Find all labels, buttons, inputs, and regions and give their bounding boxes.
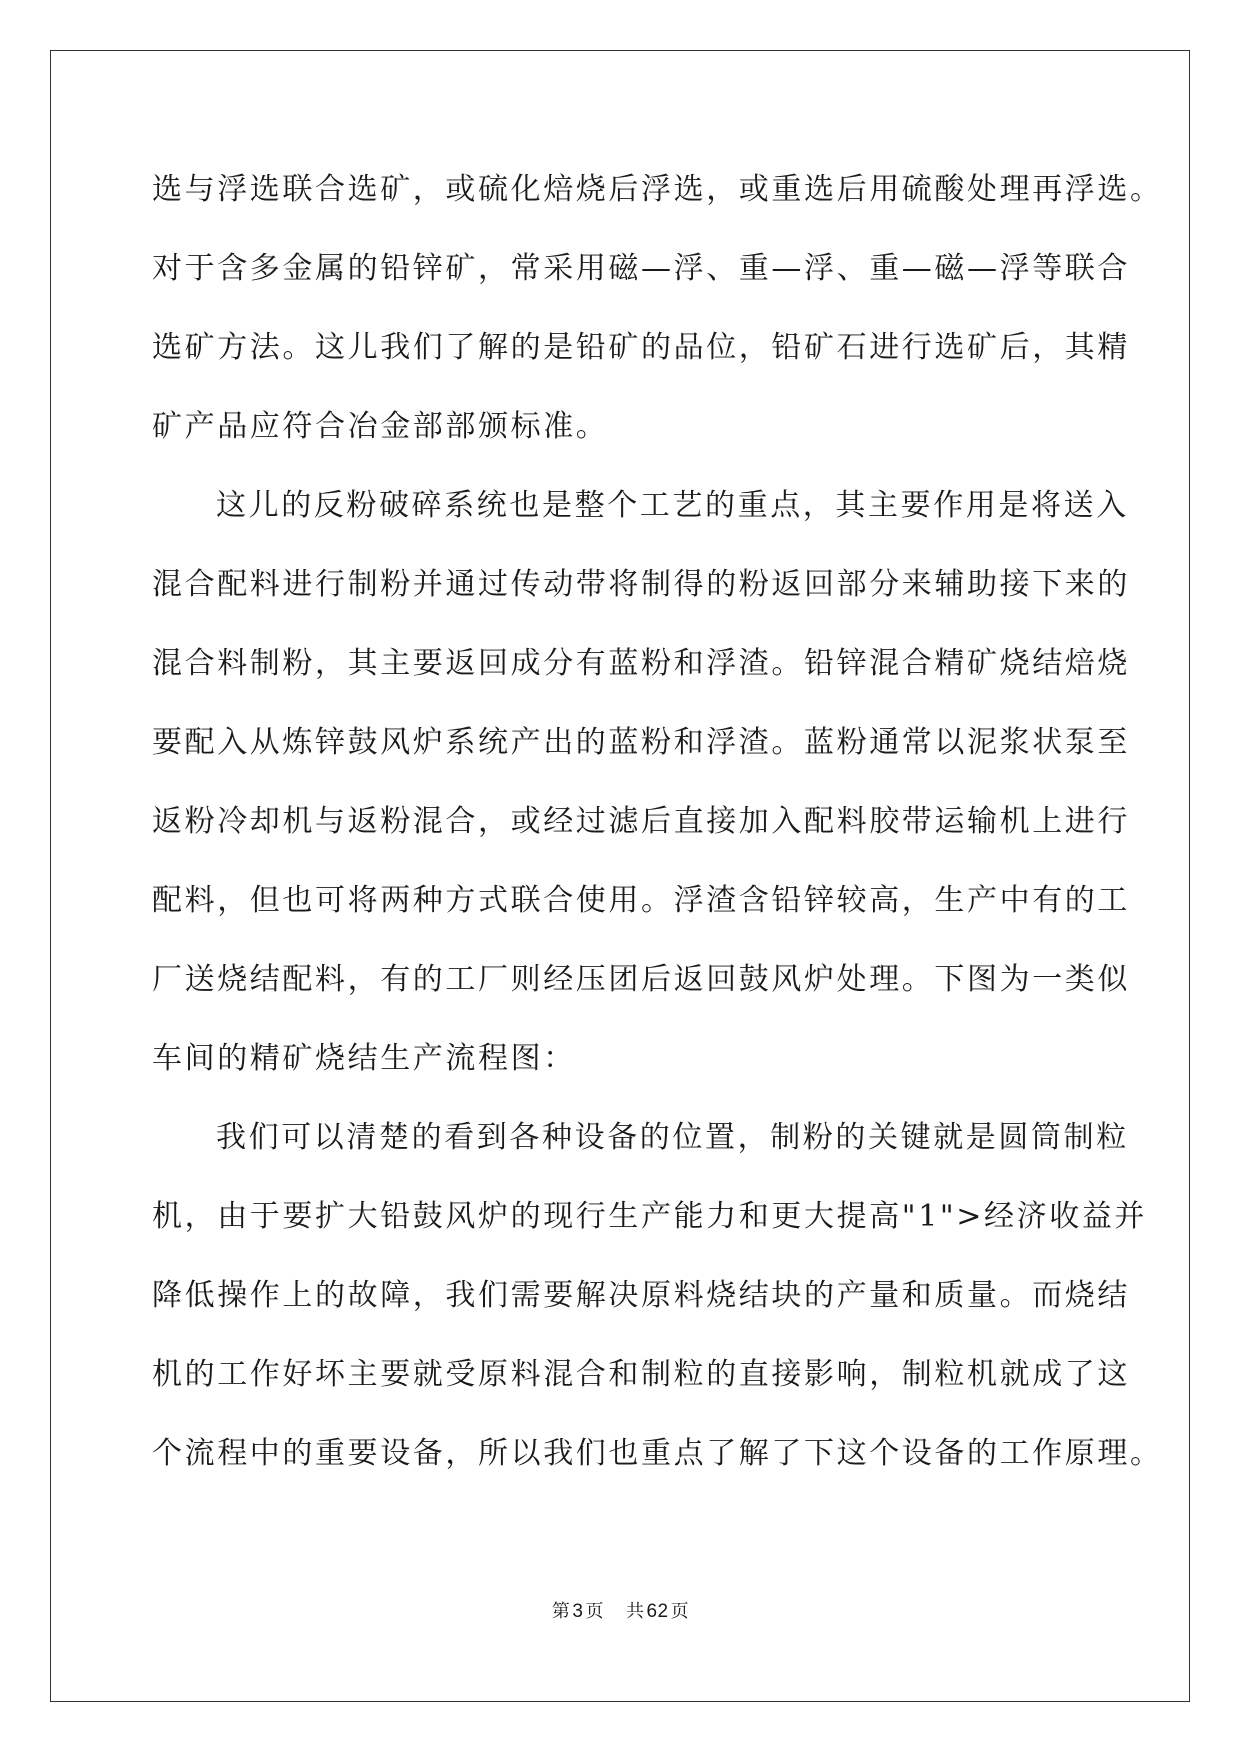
total-prefix: 共 xyxy=(625,1601,645,1622)
text-line: 要配入从炼锌鼓风炉系统产出的蓝粉和浮渣。蓝粉通常以泥浆状泵至 xyxy=(152,725,1130,760)
text-line: 混合配料进行制粉并通过传动带将制得的粉返回部分来辅助接下来的 xyxy=(152,567,1130,602)
text-line: 矿产品应符合冶金部部颁标准。 xyxy=(152,409,609,444)
page-footer xyxy=(0,1597,1241,1623)
text-line: 混合料制粉，其主要返回成分有蓝粉和浮渣。铅锌混合精矿烧结焙烧 xyxy=(152,646,1130,681)
text-line: 厂送烧结配料，有的工厂则经压团后返回鼓风炉处理。下图为一类似 xyxy=(152,962,1130,997)
text-line: 对于含多金属的铅锌矿，常采用磁—浮、重—浮、重—磁—浮等联合 xyxy=(152,251,1130,286)
text-line: 选与浮选联合选矿，或硫化焙烧后浮选，或重选后用硫酸处理再浮选。 xyxy=(152,172,1163,207)
text-line: 降低操作上的故障，我们需要解决原料烧结块的产量和质量。而烧结 xyxy=(152,1278,1130,1313)
page-prefix: 第 xyxy=(551,1601,571,1622)
text-line: 机，由于要扩大铅鼓风炉的现行生产能力和更大提高"1">经济收益并 xyxy=(152,1199,1148,1234)
page-suffix: 页 xyxy=(585,1601,604,1622)
text-line: 配料，但也可将两种方式联合使用。浮渣含铅锌较高，生产中有的工 xyxy=(152,883,1130,918)
text-line: 机的工作好坏主要就受原料混合和制粒的直接影响，制粒机就成了这 xyxy=(152,1357,1130,1392)
text-line: 返粉冷却机与返粉混合，或经过滤后直接加入配料胶带运输机上进行 xyxy=(152,804,1130,839)
paragraph-start-line: 我们可以清楚的看到各种设备的位置，制粉的关键就是圆筒制粒 xyxy=(216,1120,1129,1155)
page-number: 3 xyxy=(572,1601,584,1622)
total-suffix: 页 xyxy=(670,1601,690,1622)
text-line: 选矿方法。这儿我们了解的是铅矿的品位，铅矿石进行选矿后，其精 xyxy=(152,330,1130,365)
text-line: 个流程中的重要设备，所以我们也重点了解了下这个设备的工作原理。 xyxy=(152,1436,1163,1471)
text-line: 车间的精矿烧结生产流程图： xyxy=(152,1041,576,1076)
total-pages: 62 xyxy=(646,1601,669,1622)
paragraph-start-line: 这儿的反粉破碎系统也是整个工艺的重点，其主要作用是将送入 xyxy=(216,488,1129,523)
document-body xyxy=(152,150,1163,1493)
